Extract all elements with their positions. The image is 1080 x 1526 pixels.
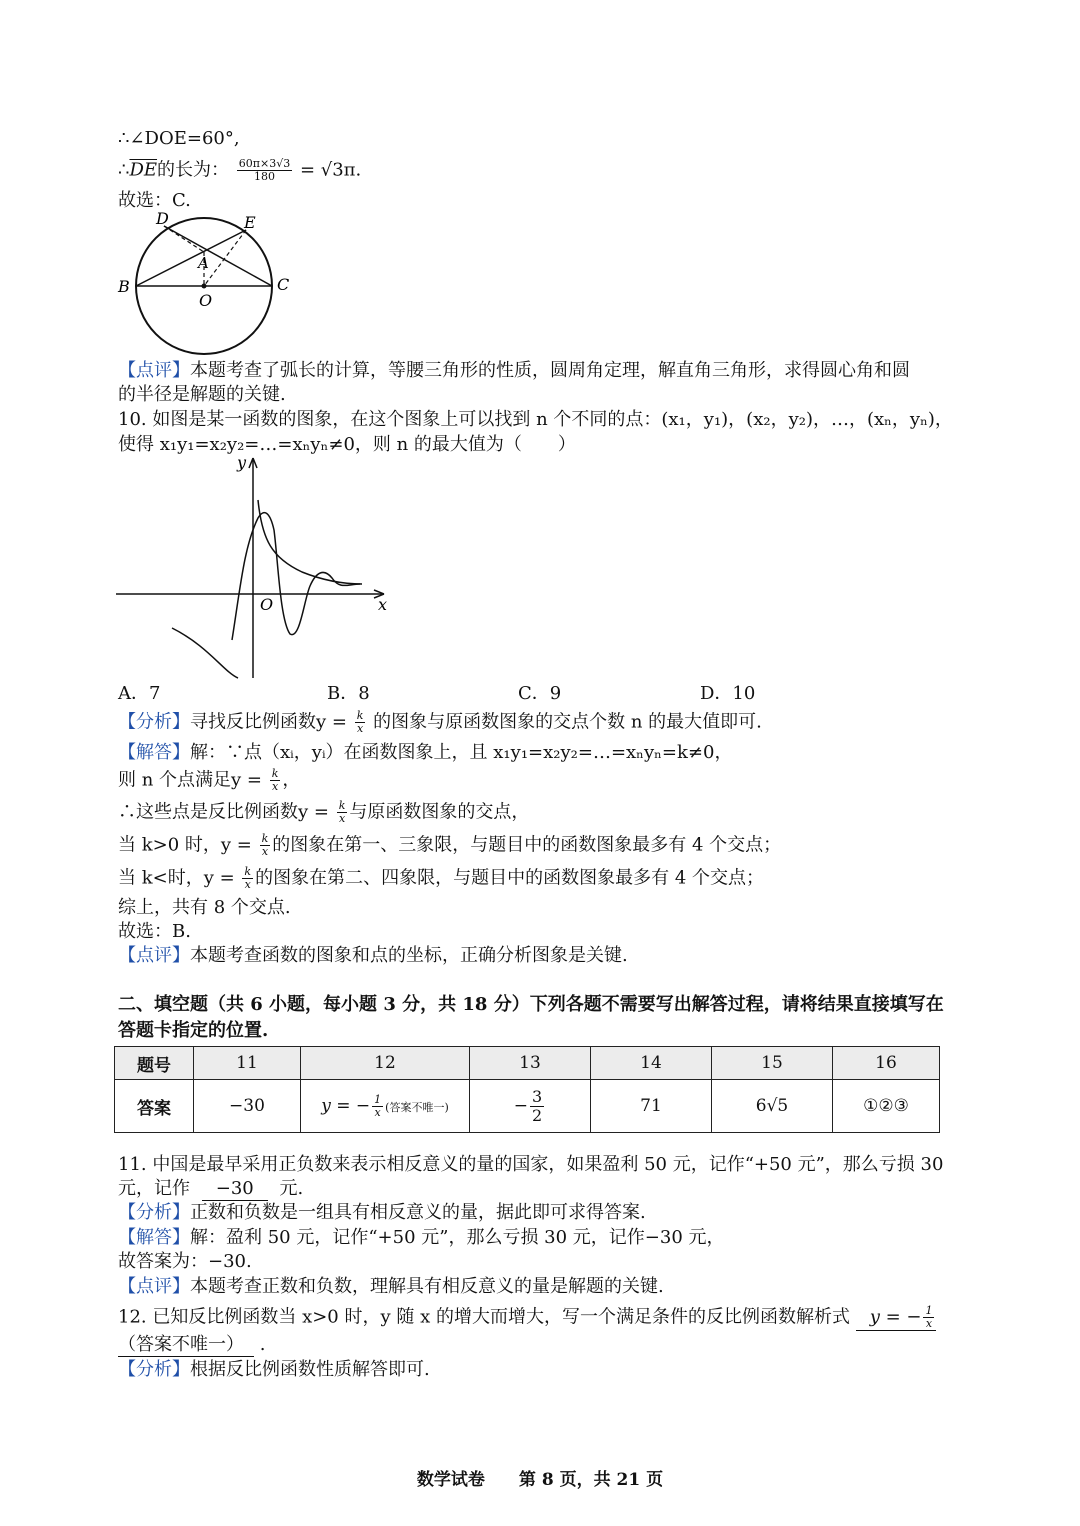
label-c: C xyxy=(277,275,290,294)
solution-q10 xyxy=(118,742,732,764)
q12-text: 12. 已知反比例函数当 x>0 时，y 随 x 的增大而增大，写一个满足条件的反比例函数解析式 xyxy=(118,1306,850,1328)
solution-c-tail: 与原函数图象的交点， xyxy=(349,801,530,823)
label-b: B xyxy=(118,277,130,296)
arc-de: $\overline{DE}$ xyxy=(129,159,158,181)
tag-analysis: 【分析】 xyxy=(118,1202,190,1223)
line-arc-length xyxy=(118,158,361,183)
tag-solution: 【解答】 xyxy=(118,1227,190,1248)
question-10: 10. 如图是某一函数的图象，在这个图象上可以找到 n 个不同的点：(x₁，y₁)，(x₂，y₂)，…，(xₙ，yₙ)， xyxy=(118,409,953,430)
section-2-heading: 二、填空题（共 6 小题，每小题 3 分，共 18 分）下列各题不需要写出解答过程，请将结果直接填写在 xyxy=(118,994,944,1015)
page-footer: 数学试卷 第 8 页，共 21 页 xyxy=(416,1470,664,1490)
dash-eo xyxy=(204,230,246,286)
answer-12-pre: y = − xyxy=(321,1095,371,1116)
frac-num: k xyxy=(261,832,269,845)
frac-den: 2 xyxy=(532,1105,543,1125)
section-2-heading-cont: 答题卡指定的位置. xyxy=(118,1020,269,1041)
table-header-cell: 16 xyxy=(833,1047,940,1080)
frac-den: x xyxy=(244,878,251,891)
hyperbola-left xyxy=(172,628,238,678)
frac-num: 1 xyxy=(925,1304,933,1317)
frac-den: x xyxy=(374,1105,381,1119)
answer-16: ①②③ xyxy=(833,1080,940,1133)
dash-da xyxy=(164,226,204,252)
answer-12-note: (答案不唯一) xyxy=(385,1100,449,1114)
answer-14: 71 xyxy=(591,1080,712,1133)
frac-1-x xyxy=(923,1305,934,1330)
label-e: E xyxy=(244,213,256,232)
table-header-cell: 13 xyxy=(470,1047,591,1080)
solution-c xyxy=(118,800,529,825)
answer-table xyxy=(114,1046,940,1133)
solution-d-text: 当 k>0 时，y = xyxy=(118,834,252,856)
analysis-q12 xyxy=(118,1359,430,1381)
answer-11: −30 xyxy=(194,1080,301,1133)
analysis-a: 寻找反比例函数y = xyxy=(190,711,347,733)
comment-q9-cont: 的半径是解题的关键. xyxy=(118,384,286,405)
frac-num: k xyxy=(338,799,346,812)
option-c: C．9 xyxy=(518,683,562,704)
chord-cd xyxy=(164,226,272,286)
question-12 xyxy=(118,1305,936,1331)
origin-label: O xyxy=(260,595,274,614)
frac-k-x xyxy=(242,866,253,891)
comment-q11 xyxy=(118,1276,664,1298)
frac-1-x xyxy=(372,1094,383,1119)
tag-analysis: 【分析】 xyxy=(118,1359,190,1380)
circle-figure xyxy=(112,208,302,358)
analysis-q12-text: 根据反比例函数性质解答即可. xyxy=(190,1359,430,1380)
arc-num: 60π×3√3 xyxy=(238,157,291,170)
comment-q11-text: 本题考查正数和负数，理解具有相反意义的量是解题的关键. xyxy=(190,1276,664,1297)
frac-3-2 xyxy=(530,1088,544,1125)
label-a: A xyxy=(198,254,209,272)
analysis-q11 xyxy=(118,1202,646,1224)
table-header-cell: 12 xyxy=(301,1047,470,1080)
solution-a: 解：∵点（xᵢ，yᵢ）在函数图象上，且 x₁y₁=x₂y₂=…=xₙyₙ=k≠0， xyxy=(190,742,733,763)
tag-analysis: 【分析】 xyxy=(118,711,190,733)
solution-c-text: ∴这些点是反比例函数y = xyxy=(118,801,329,823)
solution-b: 则 n 个点满足y = $\frac{k}{x}$ ， xyxy=(118,767,301,793)
frac-num: 1 xyxy=(374,1092,382,1106)
solution-b-text: 则 n 个点满足y = xyxy=(118,769,263,791)
comment-text: 本题考查了弧长的计算，等腰三角形的性质，圆周角定理，解直角三角形，求得圆心角和圆 xyxy=(190,360,910,381)
row-label: 答案 xyxy=(115,1080,194,1133)
q12-answer-note: （答案不唯一） xyxy=(118,1334,254,1357)
comment-q10 xyxy=(118,945,628,967)
frac-num: 3 xyxy=(532,1086,543,1106)
chord-be xyxy=(136,230,246,286)
axis-label-x: x xyxy=(378,595,388,614)
label-d: D xyxy=(156,209,169,228)
analysis-q11-text: 正数和负数是一组具有相反意义的量，据此即可求得答案. xyxy=(190,1202,646,1223)
solution-e-tail: 的图象在第二、四象限，与题目中的函数图象最多有 4 个交点； xyxy=(255,867,764,889)
frac-den: x xyxy=(925,1317,933,1330)
center-dot xyxy=(202,284,207,289)
solution-e-text: 当 k<时，y = xyxy=(118,867,235,889)
frac-k-x xyxy=(355,710,366,735)
frac-k-x xyxy=(260,833,271,858)
arc-text: 的长为： xyxy=(157,159,230,181)
solution-q11 xyxy=(118,1227,725,1249)
tag-comment: 【点评】 xyxy=(118,945,190,966)
option-b: B．8 xyxy=(327,683,370,704)
solution-d xyxy=(118,833,781,858)
line-angle: ∴∠DOE=60°, xyxy=(118,128,240,149)
solution-q11-text: 解：盈利 50 元，记作“+50 元”，那么亏损 30 元，记作−30 元， xyxy=(190,1227,725,1248)
tag-solution: 【解答】 xyxy=(118,742,190,763)
analysis-q10 xyxy=(118,710,762,735)
question-10-cont: 使得 x₁y₁=x₂y₂=…=xₙyₙ≠0，则 n 的最大值为（ ） xyxy=(118,434,576,455)
label-o: O xyxy=(199,291,213,310)
q11-text: 元，记作 xyxy=(118,1178,190,1199)
answer-q11: 故答案为：−30. xyxy=(118,1251,252,1272)
function-graph xyxy=(112,450,402,682)
table-header-cell: 11 xyxy=(194,1047,301,1080)
frac-den: x xyxy=(271,780,279,793)
frac-num: k xyxy=(244,865,252,878)
q11-answer-blank: −30 xyxy=(202,1178,268,1201)
axis-label-y: y xyxy=(237,453,247,472)
therefore: ∴ xyxy=(118,159,130,181)
q12-answer-pre: y = − xyxy=(869,1306,922,1328)
option-a: A．7 xyxy=(118,683,161,704)
solution-e xyxy=(118,866,764,891)
question-11: 11. 中国是最早采用正负数来表示相反意义的量的国家，如果盈利 50 元，记作“+50 元”，那么亏损 30 xyxy=(118,1154,944,1175)
comment-q10-text: 本题考查函数的图象和点的坐标，正确分析图象是关键. xyxy=(190,945,628,966)
analysis-b: 的图象与原函数图象的交点个数 n 的最大值即可. xyxy=(373,711,762,733)
question-11-cont xyxy=(118,1178,303,1201)
answer-13: − $\frac{3}{2}$ xyxy=(470,1080,591,1133)
table-header-row xyxy=(115,1047,940,1080)
comment-q9 xyxy=(118,360,910,382)
q12-answer xyxy=(856,1305,937,1331)
line-choose-c: 故选：C. xyxy=(118,190,191,211)
arc-fraction xyxy=(237,158,292,183)
solution-d-tail: 的图象在第一、三象限，与题目中的函数图象最多有 4 个交点； xyxy=(272,834,782,856)
frac-k-x xyxy=(270,768,281,793)
frac-num: k xyxy=(356,709,364,722)
solution-g: 故选：B. xyxy=(118,921,191,942)
frac-den: x xyxy=(261,845,269,858)
frac-num: k xyxy=(271,767,279,780)
question-12-cont: （答案不唯一） . xyxy=(118,1334,266,1355)
frac-den: x xyxy=(356,722,364,735)
hyperbola-right xyxy=(258,500,362,584)
arc-result: = √3π. xyxy=(299,159,362,181)
wave-curve xyxy=(232,513,360,640)
table-answer-row xyxy=(115,1080,940,1133)
arc-den: 180 xyxy=(253,170,275,183)
table-header-cell: 题号 xyxy=(115,1047,194,1080)
answer-15: 6√5 xyxy=(712,1080,833,1133)
tag-comment: 【点评】 xyxy=(118,360,190,381)
solution-f: 综上，共有 8 个交点. xyxy=(118,897,291,918)
table-header-cell: 15 xyxy=(712,1047,833,1080)
q11-unit: 元. xyxy=(279,1178,304,1199)
frac-den: x xyxy=(338,812,346,825)
tag-comment: 【点评】 xyxy=(118,1276,190,1297)
option-d: D．10 xyxy=(700,683,756,704)
table-header-cell: 14 xyxy=(591,1047,712,1080)
answer-12 xyxy=(301,1080,470,1133)
frac-k-x xyxy=(337,800,348,825)
